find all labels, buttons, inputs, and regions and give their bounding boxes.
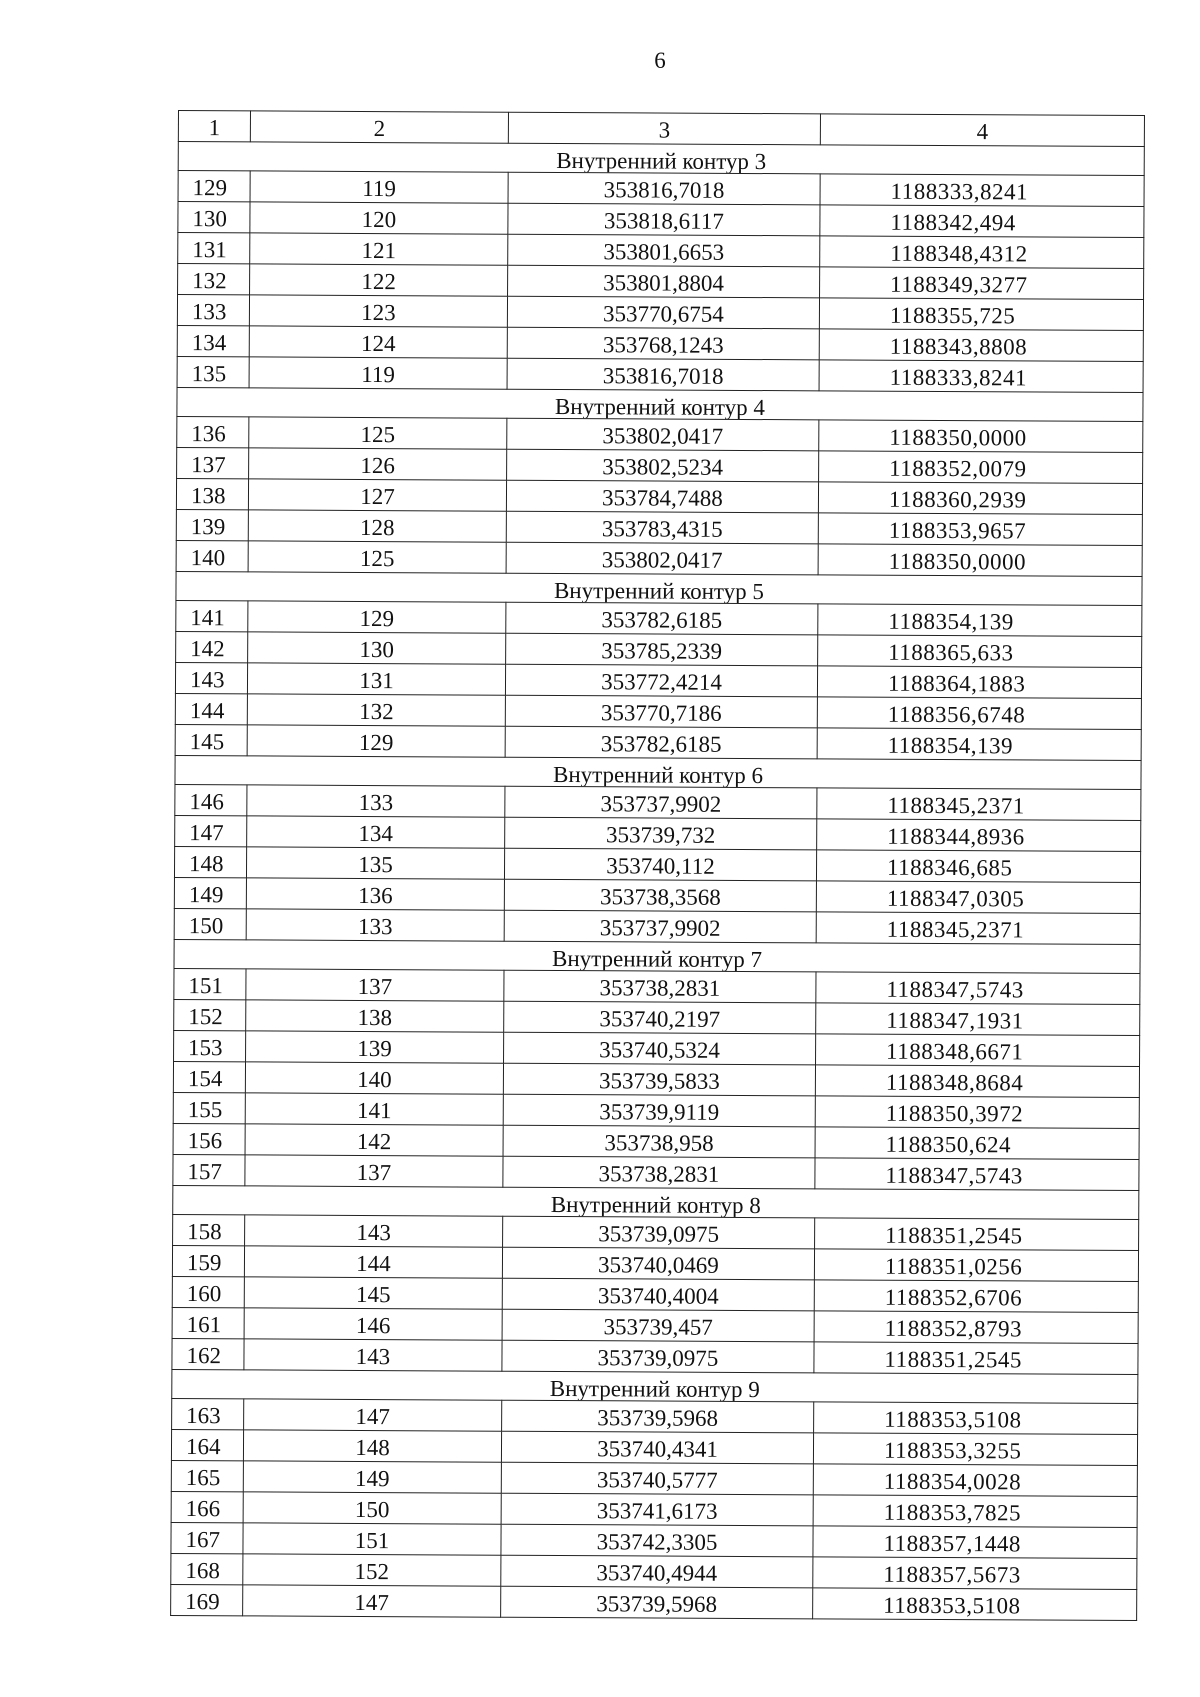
- point-number-cell: 165: [171, 1460, 243, 1491]
- vertex-number-cell: 125: [248, 541, 506, 573]
- table-row: [171, 1584, 1137, 1620]
- y-coordinate-cell: 1188350,3972: [815, 1096, 1139, 1129]
- coordinates-table-body: [171, 111, 1145, 1621]
- table-row: [178, 264, 1144, 300]
- x-coordinate-cell: 353740,112: [504, 848, 816, 881]
- x-coordinate-cell: 353740,2197: [504, 1001, 816, 1034]
- x-coordinate-cell: 353801,6653: [508, 234, 820, 267]
- vertex-number-cell: 124: [249, 326, 507, 358]
- table-row: [177, 356, 1143, 392]
- point-number-cell: 168: [171, 1553, 243, 1584]
- table-row: [177, 447, 1143, 483]
- vertex-number-cell: 145: [244, 1277, 502, 1309]
- y-coordinate-cell: 1188342,494: [820, 205, 1144, 238]
- y-coordinate-cell: 1188344,8936: [817, 819, 1141, 852]
- table-row: [178, 202, 1144, 238]
- point-number-cell: 129: [178, 171, 250, 202]
- x-coordinate-cell: 353740,0469: [502, 1247, 814, 1280]
- point-number-cell: 157: [173, 1154, 245, 1185]
- y-coordinate-cell: 1188347,1931: [816, 1003, 1140, 1036]
- y-coordinate-cell: 1188357,1448: [813, 1526, 1137, 1559]
- vertex-number-cell: 122: [250, 264, 508, 296]
- y-coordinate-cell: 1188353,5108: [813, 1588, 1137, 1621]
- point-number-cell: 167: [171, 1522, 243, 1553]
- point-number-cell: 159: [172, 1245, 244, 1276]
- y-coordinate-cell: 1188346,685: [816, 850, 1140, 883]
- vertex-number-cell: 129: [248, 601, 506, 633]
- vertex-number-cell: 144: [244, 1246, 502, 1278]
- table-row: [176, 478, 1142, 514]
- section-title: Внутренний контур 8: [173, 1185, 1139, 1219]
- x-coordinate-cell: 353739,0975: [503, 1216, 815, 1249]
- table-row: [175, 784, 1141, 820]
- y-coordinate-cell: 1188356,6748: [817, 697, 1141, 730]
- header-cell-2: 2: [250, 111, 508, 143]
- y-coordinate-cell: 1188351,2545: [814, 1342, 1138, 1375]
- table-row: [171, 1460, 1137, 1496]
- coordinates-table: [170, 110, 1145, 1621]
- table-row: [176, 540, 1142, 576]
- table-row: [175, 815, 1141, 851]
- x-coordinate-cell: 353737,9902: [504, 910, 816, 943]
- vertex-number-cell: 123: [249, 295, 507, 327]
- y-coordinate-cell: 1188349,3277: [820, 267, 1144, 300]
- y-coordinate-cell: 1188354,0028: [813, 1464, 1137, 1497]
- point-number-cell: 156: [173, 1123, 245, 1154]
- table-row: [172, 1276, 1138, 1312]
- point-number-cell: 136: [177, 416, 249, 447]
- x-coordinate-cell: 353802,5234: [507, 449, 819, 482]
- x-coordinate-cell: 353738,2831: [504, 970, 816, 1003]
- vertex-number-cell: 131: [247, 663, 505, 695]
- table-row: [175, 724, 1141, 760]
- x-coordinate-cell: 353741,6173: [501, 1493, 813, 1526]
- point-number-cell: 149: [174, 877, 246, 908]
- point-number-cell: 166: [171, 1491, 243, 1522]
- table-row: [177, 295, 1143, 331]
- vertex-number-cell: 151: [243, 1523, 501, 1555]
- section-title: Внутренний контур 9: [172, 1369, 1138, 1403]
- x-coordinate-cell: 353740,4004: [502, 1278, 814, 1311]
- vertex-number-cell: 129: [247, 725, 505, 757]
- point-number-cell: 144: [175, 693, 247, 724]
- vertex-number-cell: 134: [247, 816, 505, 848]
- vertex-number-cell: 141: [245, 1093, 503, 1125]
- table-row: [176, 509, 1142, 545]
- y-coordinate-cell: 1188350,624: [815, 1127, 1139, 1160]
- y-coordinate-cell: 1188351,2545: [815, 1218, 1139, 1251]
- table-row: [174, 1030, 1140, 1066]
- table-row: [174, 999, 1140, 1035]
- y-coordinate-cell: 1188348,4312: [820, 236, 1144, 269]
- table-row: [173, 1092, 1139, 1128]
- vertex-number-cell: 137: [246, 969, 504, 1001]
- table-row: [177, 325, 1143, 361]
- y-coordinate-cell: 1188347,5743: [815, 1158, 1139, 1191]
- table-row: [173, 1061, 1139, 1097]
- header-cell-1: 1: [178, 111, 250, 142]
- vertex-number-cell: 128: [248, 510, 506, 542]
- vertex-number-cell: 120: [250, 202, 508, 234]
- point-number-cell: 140: [176, 540, 248, 571]
- y-coordinate-cell: 1188364,1883: [817, 666, 1141, 699]
- y-coordinate-cell: 1188343,8808: [819, 329, 1143, 362]
- x-coordinate-cell: 353782,6185: [506, 602, 818, 635]
- x-coordinate-cell: 353739,5833: [503, 1063, 815, 1096]
- header-cell-4: 4: [820, 114, 1144, 147]
- section-title: Внутренний контур 7: [174, 939, 1140, 973]
- table-row: [171, 1522, 1137, 1558]
- point-number-cell: 137: [177, 447, 249, 478]
- table-row: [171, 1553, 1137, 1589]
- table-row: [172, 1245, 1138, 1281]
- point-number-cell: 131: [178, 233, 250, 264]
- x-coordinate-cell: 353801,8804: [508, 265, 820, 298]
- vertex-number-cell: 133: [247, 785, 505, 817]
- x-coordinate-cell: 353738,2831: [503, 1156, 815, 1189]
- x-coordinate-cell: 353737,9902: [505, 786, 817, 819]
- vertex-number-cell: 119: [249, 357, 507, 389]
- point-number-cell: 150: [174, 908, 246, 939]
- y-coordinate-cell: 1188333,8241: [819, 360, 1143, 393]
- section-title: Внутренний контур 5: [176, 571, 1142, 605]
- point-number-cell: 169: [171, 1584, 243, 1615]
- table-row: [175, 662, 1141, 698]
- table-row: [174, 846, 1140, 882]
- x-coordinate-cell: 353783,4315: [506, 511, 818, 544]
- x-coordinate-cell: 353740,4944: [501, 1555, 813, 1588]
- vertex-number-cell: 137: [245, 1155, 503, 1187]
- x-coordinate-cell: 353768,1243: [507, 327, 819, 360]
- vertex-number-cell: 143: [244, 1339, 502, 1371]
- vertex-number-cell: 125: [249, 417, 507, 449]
- y-coordinate-cell: 1188357,5673: [813, 1557, 1137, 1590]
- vertex-number-cell: 148: [243, 1430, 501, 1462]
- table-row: [173, 1123, 1139, 1159]
- vertex-number-cell: 139: [246, 1031, 504, 1063]
- point-number-cell: 130: [178, 202, 250, 233]
- y-coordinate-cell: 1188354,139: [817, 728, 1141, 761]
- x-coordinate-cell: 353739,457: [502, 1309, 814, 1342]
- x-coordinate-cell: 353739,9119: [503, 1094, 815, 1127]
- x-coordinate-cell: 353739,0975: [502, 1340, 814, 1373]
- x-coordinate-cell: 353785,2339: [506, 633, 818, 666]
- y-coordinate-cell: 1188352,8793: [814, 1311, 1138, 1344]
- table-row: [173, 1154, 1139, 1190]
- y-coordinate-cell: 1188351,0256: [814, 1249, 1138, 1282]
- point-number-cell: 162: [172, 1338, 244, 1369]
- table-row: [174, 908, 1140, 944]
- point-number-cell: 134: [177, 325, 249, 356]
- vertex-number-cell: 146: [244, 1308, 502, 1340]
- y-coordinate-cell: 1188354,139: [818, 604, 1142, 637]
- table-row: [174, 877, 1140, 913]
- vertex-number-cell: 133: [246, 909, 504, 941]
- table-row: [176, 631, 1142, 667]
- vertex-number-cell: 127: [248, 479, 506, 511]
- x-coordinate-cell: 353739,732: [505, 817, 817, 850]
- point-number-cell: 135: [177, 356, 249, 387]
- y-coordinate-cell: 1188345,2371: [817, 788, 1141, 821]
- table-row: [177, 416, 1143, 452]
- x-coordinate-cell: 353818,6117: [508, 203, 820, 236]
- point-number-cell: 154: [173, 1061, 245, 1092]
- vertex-number-cell: 150: [243, 1492, 501, 1524]
- point-number-cell: 158: [173, 1214, 245, 1245]
- header-row: [178, 111, 1144, 147]
- x-coordinate-cell: 353802,0417: [506, 542, 818, 575]
- header-cell-3: 3: [508, 112, 820, 145]
- table-row: [172, 1398, 1138, 1434]
- point-number-cell: 163: [172, 1398, 244, 1429]
- y-coordinate-cell: 1188365,633: [818, 635, 1142, 668]
- y-coordinate-cell: 1188360,2939: [818, 482, 1142, 515]
- vertex-number-cell: 140: [245, 1062, 503, 1094]
- table-row: [172, 1307, 1138, 1343]
- x-coordinate-cell: 353816,7018: [508, 172, 820, 205]
- x-coordinate-cell: 353742,3305: [501, 1524, 813, 1557]
- y-coordinate-cell: 1188350,0000: [819, 420, 1143, 453]
- table-row: [178, 233, 1144, 269]
- point-number-cell: 132: [178, 264, 250, 295]
- point-number-cell: 139: [176, 509, 248, 540]
- y-coordinate-cell: 1188353,9657: [818, 513, 1142, 546]
- point-number-cell: 160: [172, 1276, 244, 1307]
- point-number-cell: 161: [172, 1307, 244, 1338]
- y-coordinate-cell: 1188348,8684: [815, 1065, 1139, 1098]
- table-row: [174, 968, 1140, 1004]
- vertex-number-cell: 149: [243, 1461, 501, 1493]
- vertex-number-cell: 132: [247, 694, 505, 726]
- x-coordinate-cell: 353739,5968: [501, 1586, 813, 1619]
- x-coordinate-cell: 353816,7018: [507, 358, 819, 391]
- x-coordinate-cell: 353740,4341: [501, 1431, 813, 1464]
- x-coordinate-cell: 353784,7488: [506, 480, 818, 513]
- y-coordinate-cell: 1188353,7825: [813, 1495, 1137, 1528]
- y-coordinate-cell: 1188333,8241: [820, 174, 1144, 207]
- x-coordinate-cell: 353738,958: [503, 1125, 815, 1158]
- x-coordinate-cell: 353772,4214: [505, 664, 817, 697]
- vertex-number-cell: 147: [243, 1585, 501, 1617]
- table-row: [178, 171, 1144, 207]
- table-row: [173, 1214, 1139, 1250]
- table-row: [175, 693, 1141, 729]
- y-coordinate-cell: 1188352,0079: [819, 451, 1143, 484]
- table-row: [171, 1491, 1137, 1527]
- point-number-cell: 148: [174, 846, 246, 877]
- point-number-cell: 152: [174, 999, 246, 1030]
- vertex-number-cell: 121: [250, 233, 508, 265]
- point-number-cell: 155: [173, 1092, 245, 1123]
- vertex-number-cell: 135: [246, 847, 504, 879]
- vertex-number-cell: 130: [248, 632, 506, 664]
- page-number: 6: [654, 48, 666, 73]
- y-coordinate-cell: 1188345,2371: [816, 912, 1140, 945]
- y-coordinate-cell: 1188353,5108: [814, 1402, 1138, 1435]
- x-coordinate-cell: 353770,7186: [505, 695, 817, 728]
- vertex-number-cell: 126: [249, 448, 507, 480]
- vertex-number-cell: 143: [245, 1215, 503, 1247]
- x-coordinate-cell: 353782,6185: [505, 726, 817, 759]
- y-coordinate-cell: 1188347,5743: [816, 972, 1140, 1005]
- vertex-number-cell: 147: [244, 1399, 502, 1431]
- table-row: [172, 1338, 1138, 1374]
- x-coordinate-cell: 353770,6754: [507, 296, 819, 329]
- y-coordinate-cell: 1188350,0000: [818, 544, 1142, 577]
- vertex-number-cell: 152: [243, 1554, 501, 1586]
- point-number-cell: 146: [175, 784, 247, 815]
- vertex-number-cell: 138: [246, 1000, 504, 1032]
- point-number-cell: 164: [171, 1429, 243, 1460]
- vertex-number-cell: 142: [245, 1124, 503, 1156]
- section-title: Внутренний контур 4: [177, 387, 1143, 421]
- section-title: Внутренний контур 3: [178, 142, 1144, 176]
- vertex-number-cell: 136: [246, 878, 504, 910]
- table-row: [176, 600, 1142, 636]
- y-coordinate-cell: 1188347,0305: [816, 881, 1140, 914]
- section-title: Внутренний контур 6: [175, 755, 1141, 789]
- point-number-cell: 142: [176, 631, 248, 662]
- x-coordinate-cell: 353740,5324: [504, 1032, 816, 1065]
- point-number-cell: 153: [174, 1030, 246, 1061]
- point-number-cell: 145: [175, 724, 247, 755]
- point-number-cell: 143: [175, 662, 247, 693]
- x-coordinate-cell: 353740,5777: [501, 1462, 813, 1495]
- x-coordinate-cell: 353802,0417: [507, 418, 819, 451]
- point-number-cell: 147: [175, 815, 247, 846]
- y-coordinate-cell: 1188353,3255: [813, 1433, 1137, 1466]
- y-coordinate-cell: 1188355,725: [819, 298, 1143, 331]
- y-coordinate-cell: 1188352,6706: [814, 1280, 1138, 1313]
- point-number-cell: 151: [174, 968, 246, 999]
- point-number-cell: 138: [176, 478, 248, 509]
- table-row: [171, 1429, 1137, 1465]
- y-coordinate-cell: 1188348,6671: [816, 1034, 1140, 1067]
- point-number-cell: 141: [176, 600, 248, 631]
- x-coordinate-cell: 353739,5968: [502, 1400, 814, 1433]
- x-coordinate-cell: 353738,3568: [504, 879, 816, 912]
- vertex-number-cell: 119: [250, 171, 508, 203]
- point-number-cell: 133: [177, 295, 249, 326]
